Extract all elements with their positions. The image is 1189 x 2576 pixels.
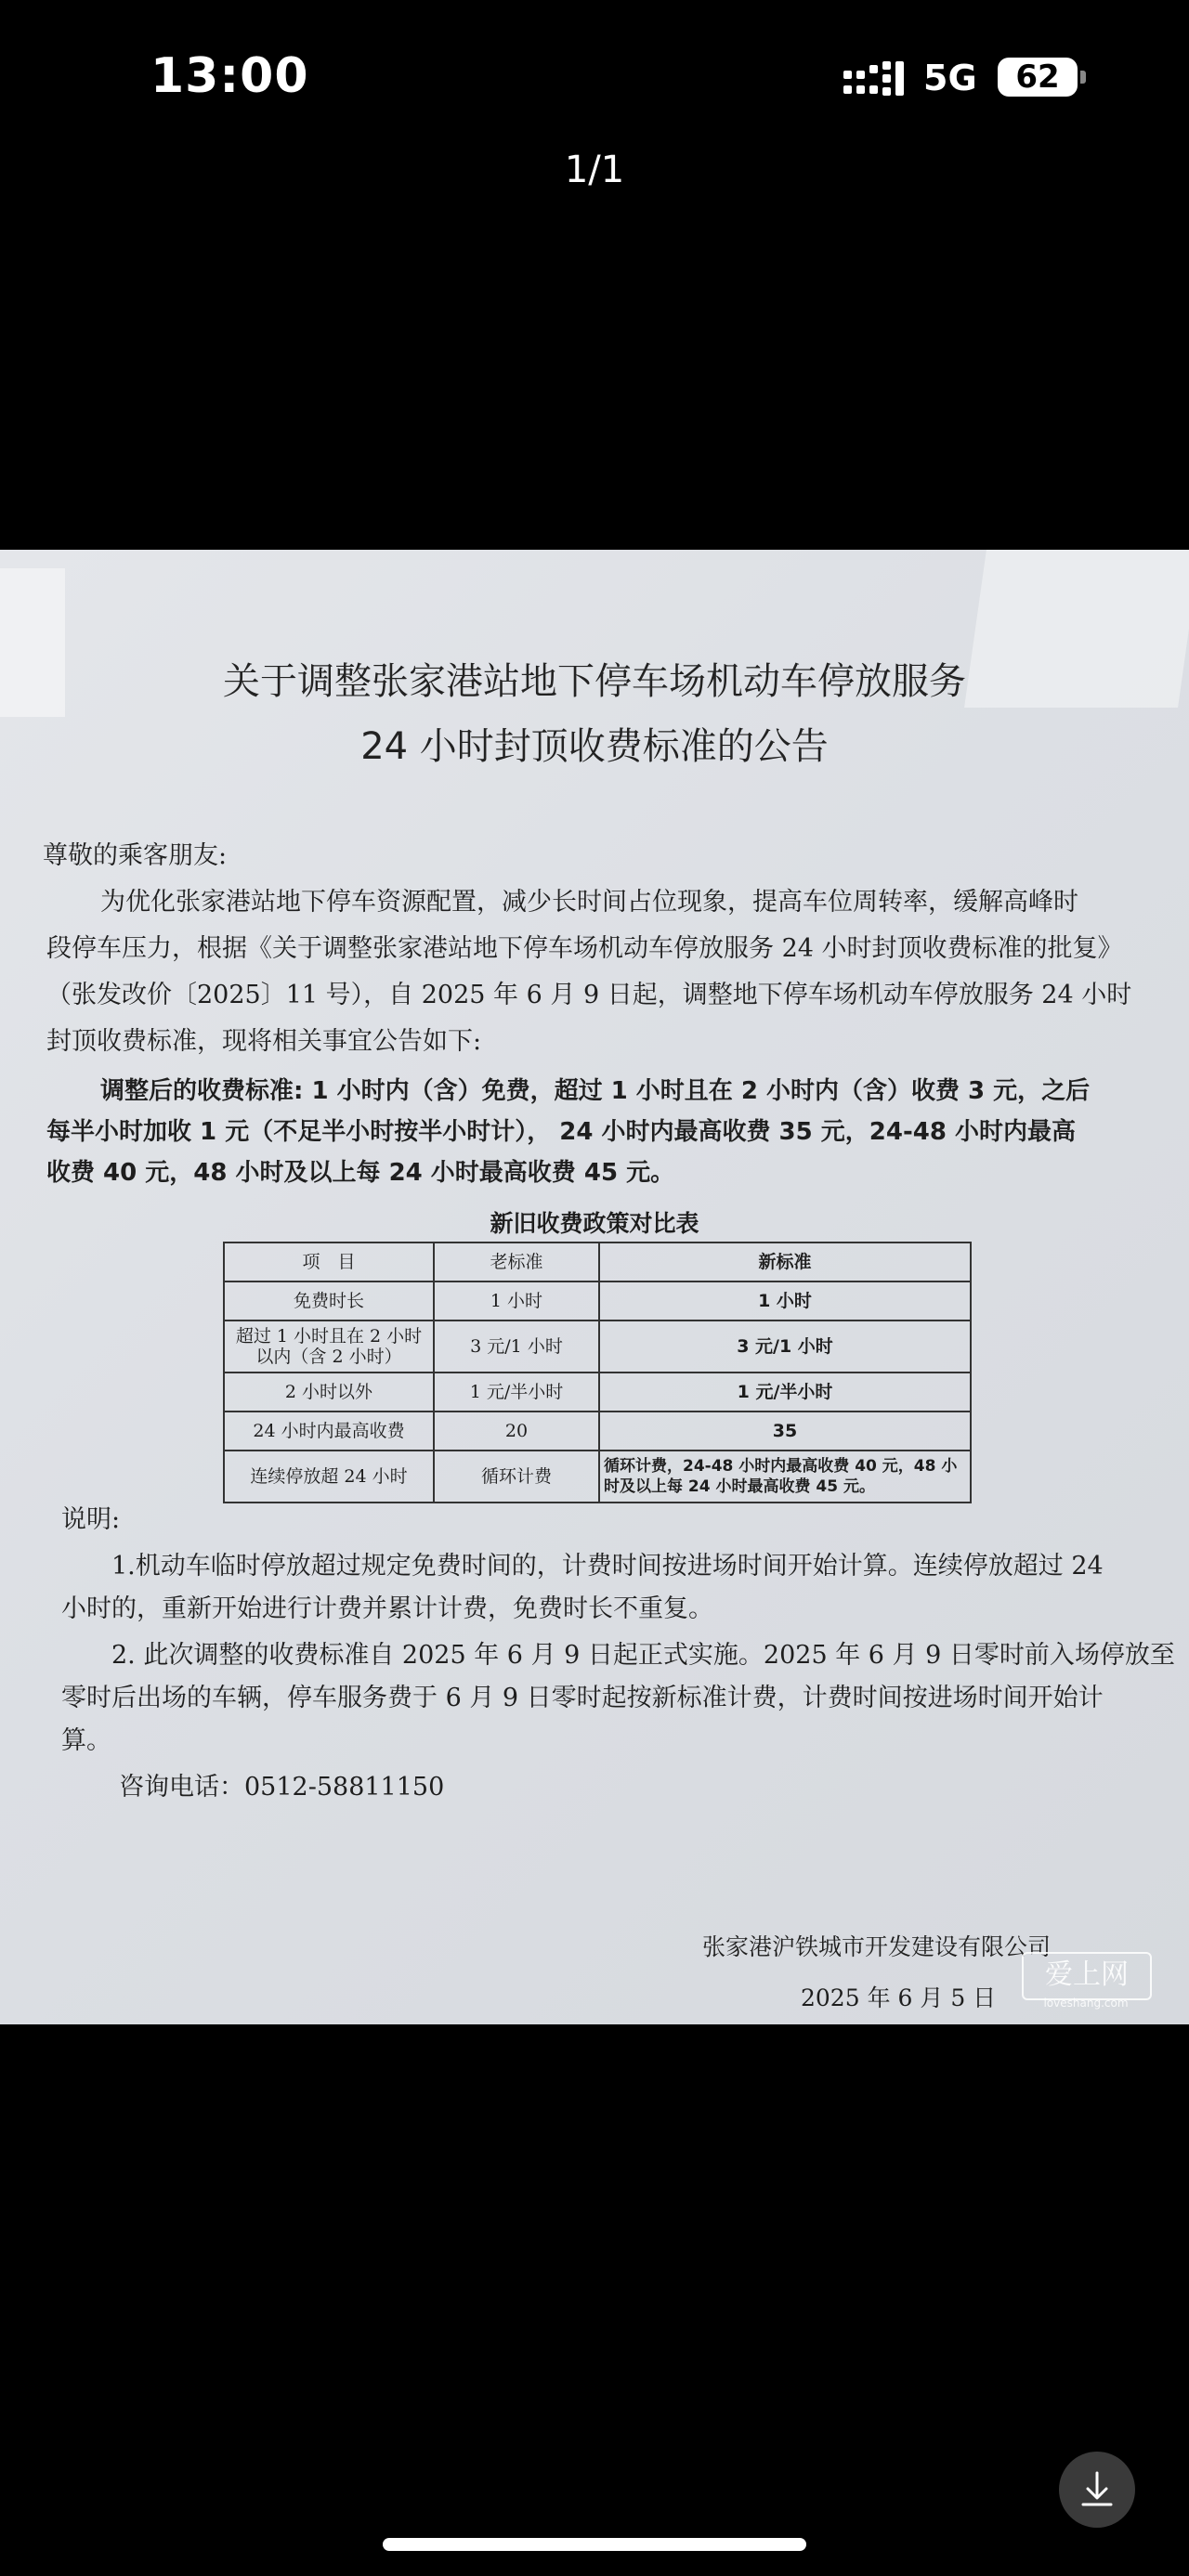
- table-cell: 20: [434, 1412, 599, 1451]
- table-row: [224, 1281, 971, 1321]
- table-cell: 3 元/1 小时: [434, 1321, 599, 1373]
- table-cell: 24 小时内最高收费: [224, 1412, 434, 1451]
- table-cell: 1 小时: [434, 1281, 599, 1321]
- table-cell: 免费时长: [224, 1281, 434, 1321]
- intro-line: 封顶收费标准，现将相关事宜公告如下:: [46, 1027, 482, 1056]
- table-row: [224, 1373, 971, 1412]
- signal-icon: [843, 61, 905, 98]
- salutation: 尊敬的乘客朋友:: [43, 841, 228, 870]
- table-cell: 35: [599, 1412, 971, 1451]
- table-cell: 1 元/半小时: [434, 1373, 599, 1412]
- notice-photo[interactable]: [0, 550, 1189, 2024]
- note-line: 零时后出场的车辆，停车服务费于 6 月 9 日零时起按新标准计费，计费时间按进场时间开始计: [61, 1684, 1104, 1712]
- status-time: 13:00: [150, 48, 309, 104]
- table-cell: 连续停放超 24 小时: [224, 1451, 434, 1503]
- download-icon: [1078, 2469, 1116, 2510]
- table-cell: 3 元/1 小时: [599, 1321, 971, 1373]
- page-indicator: 1/1: [564, 149, 625, 191]
- table-row: [224, 1451, 971, 1503]
- issue-date: 2025 年 6 月 5 日: [801, 1984, 997, 2011]
- battery-tip: [1080, 71, 1086, 84]
- contact-phone: 咨询电话：0512-58811150: [119, 1773, 445, 1802]
- table-row: [224, 1412, 971, 1451]
- note-line: 2. 此次调整的收费标准自 2025 年 6 月 9 日起正式实施。2025 年 6 月 9 日零时前入场停放至: [111, 1641, 1175, 1670]
- watermark-logo: 爱上网: [1022, 1952, 1152, 2000]
- home-indicator[interactable]: [383, 2538, 806, 2551]
- table-cell: 1 元/半小时: [599, 1373, 971, 1412]
- table-cell: 1 小时: [599, 1281, 971, 1321]
- download-button[interactable]: [1059, 2452, 1135, 2528]
- comparison-table: [223, 1242, 972, 1503]
- notice-title-line2: 24 小时封顶收费标准的公告: [360, 725, 829, 768]
- fee-line: 收费 40 元，48 小时及以上每 24 小时最高收费 45 元。: [46, 1159, 675, 1187]
- table-caption: 新旧收费政策对比表: [490, 1210, 699, 1237]
- intro-line: （张发改价〔2025〕11 号），自 2025 年 6 月 9 日起，调整地下停车场机动车停放服务 24 小时: [46, 981, 1132, 1009]
- notice-title-line1: 关于调整张家港站地下停车场机动车停放服务: [223, 660, 966, 703]
- table-cell: 2 小时以外: [224, 1373, 434, 1412]
- table-row: [224, 1321, 971, 1373]
- watermark-url: loveshang.com: [1043, 1997, 1129, 2010]
- note-line: 算。: [61, 1726, 111, 1755]
- table-cell: 超过 1 小时且在 2 小时以内（含 2 小时）: [224, 1321, 434, 1373]
- header-item: 项 目: [224, 1242, 434, 1281]
- table-cell: 循环计费，24-48 小时内最高收费 40 元，48 小时及以上每 24 小时最高收费 45 元。: [599, 1451, 971, 1503]
- intro-line: 为优化张家港站地下停车资源配置，减少长时间占位现象，提高车位周转率，缓解高峰时: [100, 888, 1078, 917]
- note-line: 小时的，重新开始进行计费并累计计费，免费时长不重复。: [61, 1594, 713, 1623]
- issuer: 张家港沪铁城市开发建设有限公司: [702, 1933, 1052, 1960]
- table-header-row: [224, 1242, 971, 1281]
- table-cell: 循环计费: [434, 1451, 599, 1503]
- fee-line: 每半小时加收 1 元（不足半小时按半小时计）， 24 小时内最高收费 35 元，24-48 小时内最高: [46, 1118, 1076, 1146]
- battery-indicator: 62: [998, 58, 1078, 97]
- note-line: 1.机动车临时停放超过规定免费时间的，计费时间按进场时间开始计算。连续停放超过 24: [111, 1552, 1104, 1581]
- notes-label: 说明:: [61, 1505, 121, 1534]
- network-label: 5G: [923, 58, 977, 98]
- header-old: 老标准: [434, 1242, 599, 1281]
- header-new: 新标准: [599, 1242, 971, 1281]
- intro-line: 段停车压力，根据《关于调整张家港站地下停车场机动车停放服务 24 小时封顶收费标准的批复》: [46, 934, 1123, 963]
- fee-line: 调整后的收费标准: 1 小时内（含）免费，超过 1 小时且在 2 小时内（含）收费 3 元，之后: [100, 1077, 1091, 1105]
